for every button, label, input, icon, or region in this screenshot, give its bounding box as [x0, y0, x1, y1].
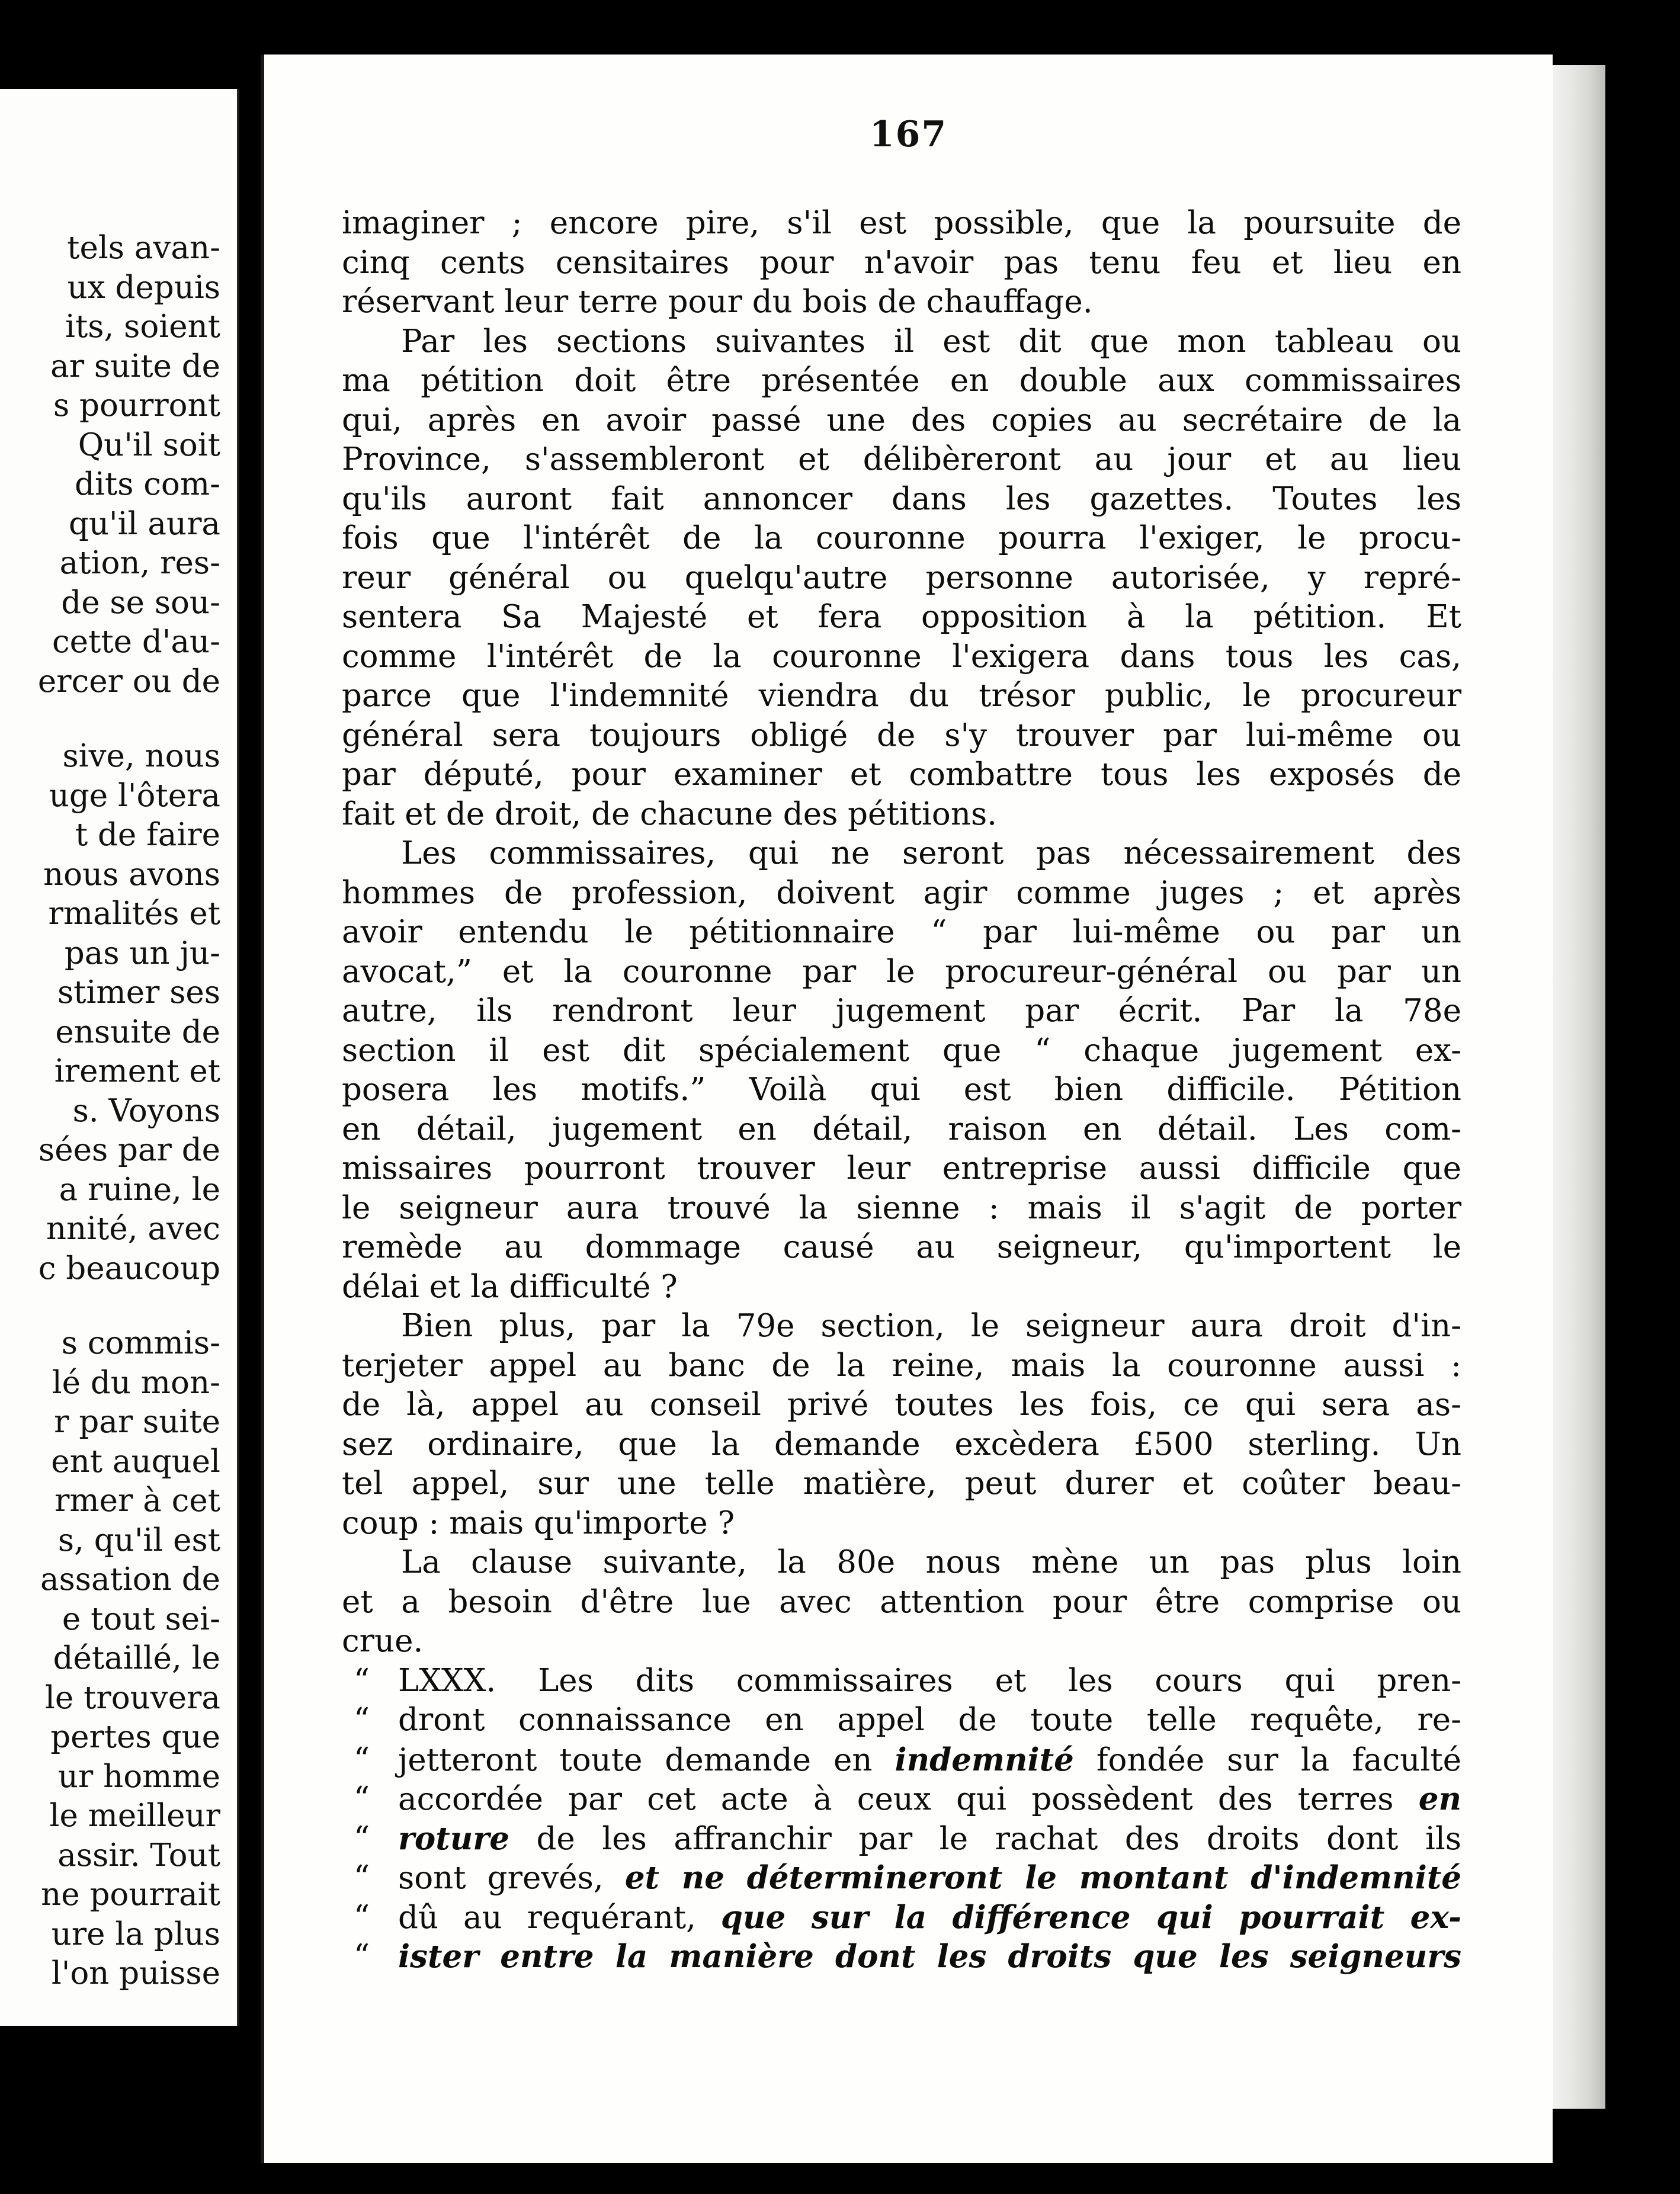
- quote-text: [398, 1779, 1461, 1819]
- left-page-line: e tout sei-: [62, 1600, 220, 1637]
- left-page-line: r par suite: [54, 1404, 220, 1440]
- quote-line: [342, 1819, 1461, 1859]
- quote-line: [342, 1740, 1461, 1780]
- left-page-line: nous avons: [43, 856, 220, 893]
- quote-mark: “: [354, 1898, 370, 1935]
- left-page-line: ux depuis: [67, 269, 220, 306]
- text-line: le seigneur aura trouvé la sienne : mais il s'agit de porter: [342, 1189, 1461, 1226]
- text-line: tel appel, sur une telle matière, peut durer et coûter beau-: [342, 1465, 1461, 1502]
- left-page-line: ercer ou de: [37, 663, 220, 700]
- quote-segment: accordée par cet acte à ceux qui possèdent des terres: [398, 1781, 1419, 1817]
- text-line: en détail, jugement en détail, raison en détail. Les com-: [342, 1111, 1461, 1147]
- left-page-line: irement et: [54, 1053, 220, 1089]
- quote-text: [398, 1740, 1461, 1780]
- quote-segment: sont grevés,: [398, 1860, 625, 1896]
- quote-mark: “: [354, 1741, 370, 1778]
- left-page-line: qu'il aura: [68, 505, 220, 542]
- text-line: section il est dit spécialement que “ chaque jugement ex-: [342, 1032, 1461, 1069]
- left-page-line: ensuite de: [55, 1013, 220, 1050]
- left-page-line: pas un ju-: [64, 935, 220, 971]
- paragraph-gap: [38, 701, 220, 737]
- quote-line: [342, 1779, 1461, 1819]
- text-line: Bien plus, par la 79e section, le seigneur aura droit d'in-: [401, 1308, 1461, 1344]
- quote-mark: “: [354, 1820, 370, 1856]
- left-page-line: détaillé, le: [53, 1640, 220, 1676]
- text-line: posera les motifs.” Voilà qui est bien difficile. Pétition: [342, 1072, 1461, 1108]
- text-line: reur général ou quelqu'autre personne autorisée, y repré-: [342, 559, 1461, 596]
- quote-segment: fondée sur la faculté: [1073, 1741, 1461, 1778]
- left-page-line: c beaucoup: [38, 1250, 220, 1287]
- body-text: [342, 204, 1461, 1977]
- left-page-line: a ruine, le: [59, 1171, 220, 1208]
- left-page-line: assation de: [40, 1561, 220, 1598]
- left-page-line: s. Voyons: [72, 1092, 220, 1129]
- text-line: cinq cents censitaires pour n'avoir pas tenu feu et lieu en: [342, 244, 1461, 281]
- quote-text: [398, 1937, 1461, 1977]
- quote-segment: de les affranchir par le rachat des droits dont ils: [509, 1820, 1461, 1857]
- text-line: ma pétition doit être présentée en double aux commissaires: [342, 363, 1461, 399]
- left-page-line: rmer à cet: [54, 1483, 220, 1519]
- quote-segment: dû au requérant,: [398, 1899, 721, 1936]
- page-number: 167: [869, 114, 948, 155]
- quote-mark: “: [354, 1938, 370, 1974]
- right-page: [261, 54, 1553, 2163]
- text-line: Province, s'assembleront et délibèreront au jour et au lieu: [342, 441, 1461, 477]
- left-page-line: le meilleur: [49, 1798, 220, 1834]
- text-line: comme l'intérêt de la couronne l'exigera dans tous les cas,: [342, 638, 1461, 675]
- left-page-line: s, qu'il est: [57, 1522, 220, 1558]
- italic-text: que sur la différence qui pourrait ex-: [720, 1898, 1461, 1936]
- page-edge-stack: [1549, 65, 1605, 2109]
- left-page-text: [38, 229, 220, 1994]
- quote-text: [398, 1898, 1461, 1938]
- text-line: terjeter appel au banc de la reine, mais la couronne aussi :: [342, 1347, 1461, 1384]
- left-page-line: sées par de: [39, 1132, 220, 1168]
- text-line: imaginer ; encore pire, s'il est possible, que la poursuite de: [342, 205, 1461, 241]
- text-line: autre, ils rendront leur jugement par écrit. Par la 78e: [342, 993, 1461, 1029]
- text-line: hommes de profession, doivent agir comme juges ; et après: [342, 874, 1461, 911]
- quote-line: [342, 1898, 1461, 1938]
- text-line: réservant leur terre pour du bois de chauffage.: [342, 284, 1093, 320]
- left-page-line: its, soient: [65, 309, 220, 345]
- italic-text: roture: [398, 1820, 509, 1857]
- left-page-line: le trouvera: [44, 1679, 220, 1716]
- quote-segment: dront connaissance en appel de toute telle requête, re-: [398, 1702, 1461, 1738]
- left-page-line: nnité, avec: [46, 1211, 220, 1247]
- quote-text: [398, 1819, 1461, 1859]
- italic-text: indemnité: [894, 1741, 1074, 1778]
- left-page-line: l'on puisse: [51, 1955, 220, 1991]
- left-page-line: stimer ses: [57, 974, 220, 1011]
- text-line: sentera Sa Majesté et fera opposition à la pétition. Et: [342, 599, 1461, 635]
- text-line: fois que l'intérêt de la couronne pourra l'exiger, le procu-: [342, 520, 1461, 556]
- quote-line: [342, 1858, 1461, 1898]
- quote-text: [398, 1858, 1461, 1898]
- quote-text: [398, 1661, 1461, 1701]
- text-line: parce que l'indemnité viendra du trésor public, le procureur: [342, 678, 1461, 714]
- left-facing-page: [0, 89, 239, 2026]
- quote-line: [342, 1661, 1461, 1701]
- quote-line: [342, 1701, 1461, 1740]
- quote-mark: “: [354, 1859, 370, 1895]
- text-line: et a besoin d'être lue avec attention pour être comprise ou: [342, 1583, 1461, 1620]
- left-page-line: ent auquel: [51, 1443, 220, 1480]
- left-page-line: ur homme: [57, 1758, 220, 1795]
- text-line: fait et de droit, de chacune des pétitions.: [342, 796, 998, 832]
- paragraph-gap: [38, 1288, 220, 1324]
- quote-line: [342, 1937, 1461, 1977]
- italic-text: en: [1418, 1781, 1461, 1817]
- italic-text: ister entre la manière dont les droits que les seigneurs: [398, 1938, 1461, 1975]
- italic-text: et ne détermineront le montant d'indemnité: [624, 1859, 1461, 1896]
- left-page-line: pertes que: [50, 1719, 220, 1755]
- left-page-line: dits com-: [75, 466, 220, 502]
- text-line: Par les sections suivantes il est dit que mon tableau ou: [401, 323, 1461, 360]
- text-line: par député, pour examiner et combattre tous les exposés de: [342, 756, 1461, 793]
- left-page-line: cette d'au-: [52, 624, 220, 660]
- text-line: délai et la difficulté ?: [342, 1268, 678, 1305]
- text-line: général sera toujours obligé de s'y trouver par lui-même ou: [342, 717, 1461, 753]
- text-line: qui, après en avoir passé une des copies au secrétaire de la: [342, 402, 1461, 438]
- text-line: La clause suivante, la 80e nous mène un pas plus loin: [401, 1544, 1461, 1580]
- left-page-line: tels avan-: [67, 230, 220, 266]
- text-line: avocat,” et la couronne par le procureur-général ou par un: [342, 953, 1461, 990]
- left-page-line: s pourront: [53, 387, 220, 424]
- left-page-line: assir. Tout: [57, 1837, 220, 1874]
- text-line: remède au dommage causé au seigneur, qu'importent le: [342, 1229, 1461, 1265]
- left-page-line: lé du mon-: [52, 1364, 220, 1401]
- left-page-line: ure la plus: [51, 1916, 220, 1952]
- left-page-line: ation, res-: [59, 545, 220, 581]
- quote-mark: “: [354, 1662, 370, 1699]
- quote-mark: “: [354, 1702, 370, 1738]
- quote-mark: “: [354, 1781, 370, 1817]
- left-page-line: s commis-: [61, 1325, 220, 1361]
- quote-text: [398, 1701, 1461, 1740]
- text-line: qu'ils auront fait annoncer dans les gazettes. Toutes les: [342, 480, 1461, 517]
- left-page-line: ar suite de: [50, 348, 220, 384]
- left-page-line: rmalités et: [48, 896, 220, 932]
- text-line: crue.: [342, 1623, 424, 1659]
- quote-segment: jetteront toute demande en: [398, 1741, 895, 1778]
- text-line: coup : mais qu'importe ?: [342, 1505, 735, 1541]
- left-page-line: t de faire: [75, 817, 220, 853]
- left-page-line: sive, nous: [62, 738, 220, 774]
- text-line: avoir entendu le pétitionnaire “ par lui-même ou par un: [342, 914, 1461, 950]
- text-line: Les commissaires, qui ne seront pas nécessairement des: [401, 835, 1461, 871]
- text-line: de là, appel au conseil privé toutes les fois, ce qui sera as-: [342, 1387, 1461, 1423]
- quote-segment: LXXX. Les dits commissaires et les cours qui pren-: [398, 1662, 1461, 1699]
- left-page-line: uge l'ôtera: [49, 777, 220, 814]
- text-line: missaires pourront trouver leur entreprise aussi difficile que: [342, 1150, 1461, 1186]
- text-line: sez ordinaire, que la demande excèdera £500 sterling. Un: [342, 1426, 1461, 1462]
- left-page-line: Qu'il soit: [78, 426, 220, 463]
- left-page-line: de se sou-: [61, 584, 220, 621]
- left-page-line: ne pourrait: [41, 1877, 220, 1913]
